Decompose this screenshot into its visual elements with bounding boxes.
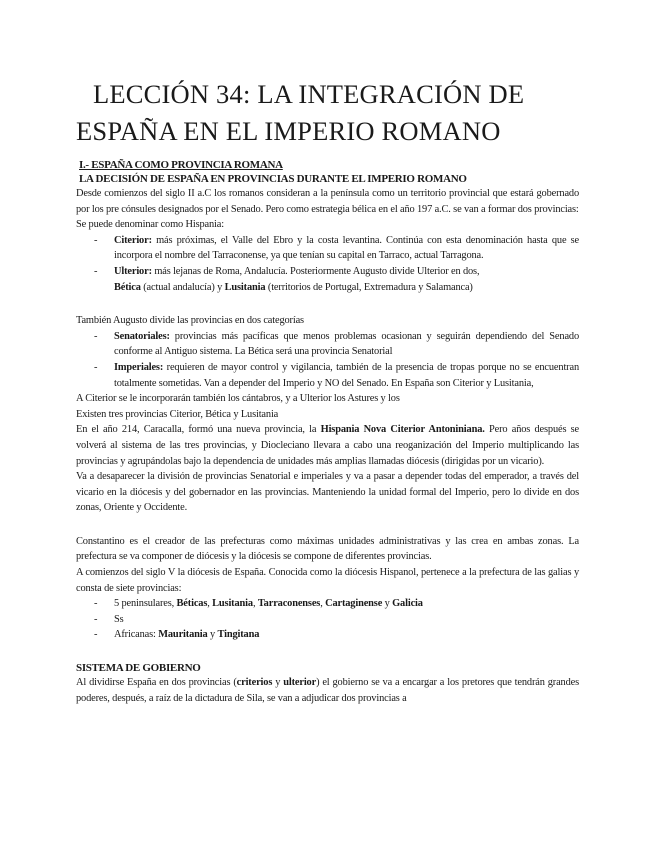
list-item — [76, 612, 579, 628]
list-dash: - — [94, 613, 98, 625]
list-hispania-provinces — [76, 233, 579, 295]
text-segment: y — [207, 629, 218, 641]
text-segment: 5 peninsulares, — [114, 598, 177, 610]
term-mauritania: Mauritania — [158, 629, 208, 641]
term-imperiales: Imperiales: — [114, 361, 164, 373]
list-item — [76, 329, 579, 360]
list-dash: - — [94, 598, 98, 610]
paragraph-caracalla — [76, 422, 579, 469]
text-segment: Al dividirse España en dos provincias ( — [76, 677, 237, 689]
text-citerior: más próximas, el Valle del Ebro y la costa levantina. Continúa con esta denominación hasta que se incorpora el nombre del Tarraconense, ya que tenían su capital en Tarraco, actual Tarragona. — [114, 234, 579, 262]
section-heading-gobierno: SISTEMA DE GOBIERNO — [76, 662, 201, 675]
list-dash: - — [94, 629, 98, 641]
term-ulterior-2: ulterior — [283, 677, 317, 689]
term-lusitania: Lusitania — [224, 281, 266, 293]
term-tarraconenses: Tarraconenses — [257, 598, 321, 610]
paragraph-desaparecer: Va a desaparecer la división de provincias Senatorial e imperiales y va a pasar a depender todas del emperador, a través del vicario en la diócesis y del gobernador en las provincias. Manteniendo la unidad formal del Imperio, pero lo divide en dos zonas, Oriente y Occidente. — [76, 471, 579, 514]
text-imperiales: requieren de mayor control y vigilancia, también de la presencia de tropas porque no se encuentran totalmente sometidas. Van a depender del Imperio y NO del Senado. En España son Citerior y Lusitania, — [114, 361, 579, 389]
section-subheading: LA DECISIÓN DE ESPAÑA EN PROVINCIAS DURANTE EL IMPERIO ROMANO — [79, 173, 467, 185]
list-dash: - — [94, 234, 98, 246]
paragraph-constantino: Constantino es el creador de las prefecturas como máximas unidades administrativas y las crea en ambas zonas. La prefectura se va componer de diócesis y la diócesis se compone de diferentes provincias. — [76, 535, 579, 563]
text-ulterior: más lejanas de Roma, Andalucía. Posteriormente Augusto divide Ulterior en dos, — [151, 265, 480, 277]
paragraph-siglo-v: A comienzos del siglo V la diócesis de España. Conocida como la diócesis Hispanol, pertenece a la prefectura de las galias y consta de siete provincias: — [76, 567, 579, 594]
text-senatoriales: provincias más pacíficas que menos problemas ocasionan y seguirán dependiendo del Senado conforme al Antiguo sistema. La Bética será una provincia Senatorial — [114, 330, 579, 358]
page-title — [76, 76, 579, 150]
paragraph-tres-provincias: Existen tres provincias Citerior, Bética y Lusitania — [76, 408, 279, 420]
text-betica: (actual andalucía) y — [140, 281, 225, 293]
term-betica: Bética — [114, 281, 141, 293]
list-item — [76, 264, 579, 295]
paragraph-augusto: También Augusto divide las provincias en dos categorías — [76, 315, 304, 327]
title-line-2: ESPAÑA EN EL IMPERIO ROMANO — [76, 116, 501, 146]
term-galicia: Galicia — [392, 598, 423, 610]
section-heading-1: I.- ESPAÑA COMO PROVINCIA ROMANA — [79, 159, 283, 171]
text-segment: , — [252, 598, 258, 610]
term-criterios: criterios — [236, 677, 273, 689]
text-segment: , — [207, 598, 213, 610]
text-segment: Africanas: — [114, 629, 159, 641]
list-categories — [76, 329, 579, 391]
term-cartaginense: Cartaginense — [325, 598, 383, 610]
list-dash: - — [94, 330, 98, 342]
text-segment: y — [272, 677, 284, 689]
list-item — [76, 627, 579, 643]
list-item — [76, 596, 579, 612]
text-segment: Pero años después se volverá al sistema de las tres provincias, y Diocleciano llevara a cabo una reoganización del Imperio multiplicando las provincias y agrupándolas bajo la dependencia de unidades más amplias llamadas diócesis (dirigidas por un vicario). — [76, 424, 579, 467]
term-citerior: Citerior: — [114, 234, 152, 246]
document-page — [76, 76, 579, 706]
term-hispania-nova: Hispania Nova Citerior Antoniniana. — [320, 424, 485, 436]
list-item — [76, 233, 579, 264]
text-segment: ) el gobierno se va a encargar a los pretores que tendrán grandes poderes, después, a raíz de la dictadura de Sila, se van a adjudicar dos provincias a — [76, 677, 579, 704]
paragraph-intro: Desde comienzos del siglo II a.C los romanos consideran a la península como un territorio provincial que estará gobernado por los pre cónsules designados por el Senado. Pero como estrategia bélica en el año 197 a.C. se van a formar dos provincias: — [76, 188, 579, 215]
text-segment: Ss — [114, 613, 124, 625]
list-dash: - — [94, 265, 98, 277]
paragraph-gobierno — [76, 675, 579, 706]
term-senatoriales: Senatoriales: — [114, 330, 170, 342]
list-provinces-siete — [76, 596, 579, 643]
text-lusitania: (territorios de Portugal, Extremadura y Salamanca) — [265, 281, 473, 293]
term-ulterior: Ulterior: — [114, 265, 152, 277]
title-line-1: LECCIÓN 34: LA INTEGRACIÓN DE — [93, 79, 525, 109]
list-dash: - — [94, 361, 98, 373]
term-tingitana: Tingitana — [217, 629, 260, 641]
paragraph-hispania: Se puede denominar como Hispania: — [76, 219, 224, 231]
text-segment: En el año 214, Caracalla, formó una nueva provincia, la — [76, 424, 321, 436]
text-segment: , — [320, 598, 326, 610]
term-beticas: Béticas — [176, 598, 208, 610]
paragraph-citerior: A Citerior se le incorporarán también los cántabros, y a Ulterior los Astures y los — [76, 393, 400, 405]
text-segment: y — [382, 598, 393, 610]
term-lusitania: Lusitania — [212, 598, 253, 610]
list-item — [76, 360, 579, 391]
